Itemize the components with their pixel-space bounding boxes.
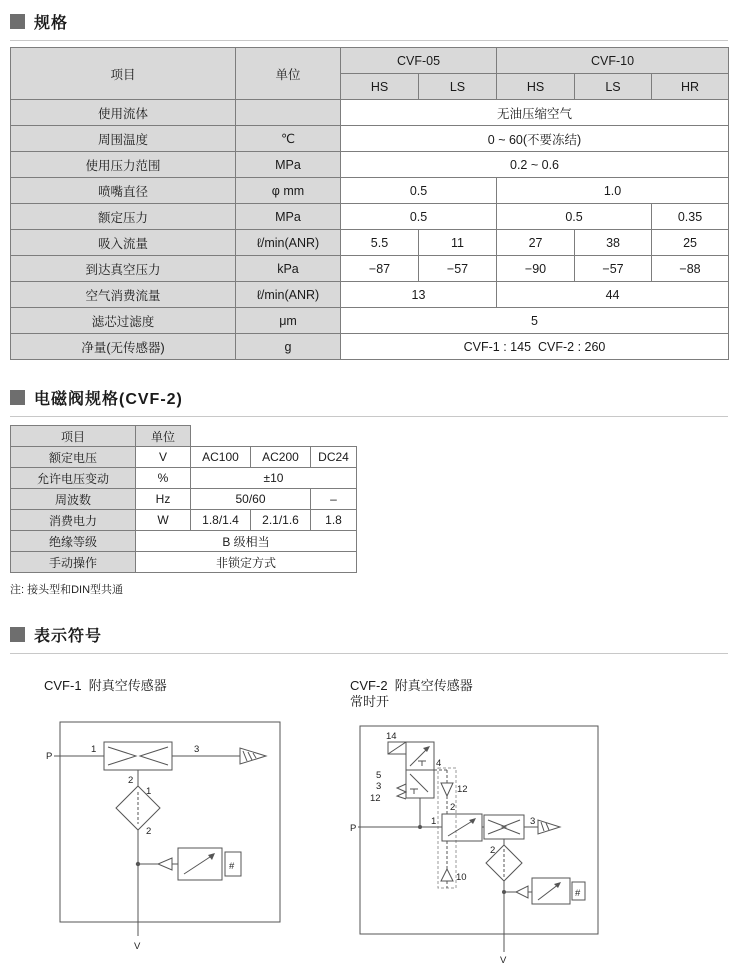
row-label: 使用压力范围: [11, 152, 236, 178]
cvf1-diagram-title: CVF-1 附真空传感器: [44, 678, 167, 693]
solenoid-note: 注: 接头型和DIN型共通: [10, 584, 124, 596]
solenoid-header-row: [11, 426, 357, 447]
port-label-3b: 3: [530, 816, 536, 827]
table-row: [11, 126, 729, 152]
port-label-5: 5: [376, 770, 382, 781]
port-label-v: V: [134, 941, 141, 952]
table-row: [11, 100, 729, 126]
col-header-cvf05: CVF-05: [341, 48, 497, 74]
check-valve-icon: [516, 886, 528, 898]
row-label: 允许电压变动: [11, 468, 136, 489]
row-unit: [236, 100, 341, 126]
col-header-cvf10-ls: LS: [575, 74, 652, 100]
check-valve-label-10: 10: [456, 872, 467, 883]
symbol-diagrams: [10, 678, 728, 964]
spec-heading: [10, 8, 728, 41]
row-value: 0.2 ~ 0.6: [341, 152, 729, 178]
row-unit: g: [236, 334, 341, 360]
row-value-dc: –: [311, 489, 357, 510]
spec-table: [10, 47, 729, 360]
spec-header-row-1: [11, 48, 729, 74]
row-value: B 级相当: [136, 531, 357, 552]
solenoid-heading: [10, 384, 728, 417]
row-value: 25: [652, 230, 729, 256]
row-value: −57: [419, 256, 497, 282]
row-unit: ℃: [236, 126, 341, 152]
ejector-symbol: [484, 815, 524, 839]
check-valve-icon: [158, 858, 172, 870]
table-row: [11, 334, 729, 360]
table-row: [11, 230, 729, 256]
row-value: ±10: [191, 468, 357, 489]
row-value: −90: [497, 256, 575, 282]
row-label: 喷嘴直径: [11, 178, 236, 204]
row-label: 绝缘等级: [11, 531, 136, 552]
row-value: 0 ~ 60(不要冻结): [341, 126, 729, 152]
row-unit: ℓ/min(ANR): [236, 282, 341, 308]
row-unit: W: [136, 510, 191, 531]
filter-port-label-2: 2: [146, 826, 152, 837]
port-label-3: 3: [194, 744, 200, 755]
row-label: 滤芯过滤度: [11, 308, 236, 334]
row-label: 吸入流量: [11, 230, 236, 256]
symbols-heading: [10, 621, 728, 654]
table-row: [11, 282, 729, 308]
table-row: [11, 178, 729, 204]
pilot-line: [434, 768, 456, 888]
row-value-cvf10: 1.0: [497, 178, 729, 204]
row-value: AC100: [191, 447, 251, 468]
row-label: 手动操作: [11, 552, 136, 573]
port-label-14: 14: [386, 731, 397, 742]
sensor-contact-label: #: [229, 861, 235, 872]
row-label: 周波数: [11, 489, 136, 510]
port-label-p: P: [350, 823, 357, 834]
cvf2-diagram: [350, 678, 640, 964]
section-spec: [10, 8, 728, 360]
col-header-cvf05-hs: HS: [341, 74, 419, 100]
row-value: 1.8: [311, 510, 357, 531]
row-label: 消费电力: [11, 510, 136, 531]
row-value-cvf10-hr: 0.35: [652, 204, 729, 230]
section-solenoid-spec: [10, 384, 728, 597]
row-unit: φ mm: [236, 178, 341, 204]
port-label-4: 4: [436, 758, 442, 769]
filter-port-label-1: 1: [146, 786, 152, 797]
row-unit: MPa: [236, 152, 341, 178]
row-value-cvf10: 44: [497, 282, 729, 308]
row-value: DC24: [311, 447, 357, 468]
spring-icon: [397, 784, 406, 799]
row-label: 使用流体: [11, 100, 236, 126]
table-row: [11, 489, 357, 510]
filter-symbol: [116, 786, 160, 830]
col-header-cvf10-hr: HR: [652, 74, 729, 100]
section-symbols: [10, 621, 728, 964]
table-row: [11, 256, 729, 282]
row-unit: Hz: [136, 489, 191, 510]
col-header-cvf05-ls: LS: [419, 74, 497, 100]
row-unit: ℓ/min(ANR): [236, 230, 341, 256]
row-value: 非锁定方式: [136, 552, 357, 573]
row-label: 额定压力: [11, 204, 236, 230]
table-row: [11, 204, 729, 230]
col-header-unit: 单位: [236, 48, 341, 100]
row-value-cvf10-hs-ls: 0.5: [497, 204, 652, 230]
row-value: 无油压缩空气: [341, 100, 729, 126]
cvf1-diagram: [44, 678, 294, 964]
silencer-icon: [538, 820, 560, 834]
filter-port-label-2: 2: [490, 845, 496, 856]
row-value: 27: [497, 230, 575, 256]
port-label-p: P: [46, 751, 53, 762]
row-value: 1.8/1.4: [191, 510, 251, 531]
table-row: [11, 468, 357, 489]
cvf2-diagram-subtitle: 常时开: [350, 694, 390, 709]
row-value: 2.1/1.6: [251, 510, 311, 531]
section-bullet-icon: [10, 627, 25, 642]
spec-section-title: 规格: [34, 15, 69, 32]
sensor-contact-label: #: [575, 888, 581, 899]
row-value: −57: [575, 256, 652, 282]
silencer-icon: [240, 748, 266, 764]
solenoid-valve-symbol: [388, 742, 434, 799]
port-label-1: 1: [431, 816, 437, 827]
symbols-section-title: 表示符号: [34, 628, 103, 645]
row-value-cvf05: 0.5: [341, 178, 497, 204]
table-row: [11, 308, 729, 334]
table-row: [11, 152, 729, 178]
table-row: [11, 510, 357, 531]
port-label-2: 2: [450, 802, 456, 813]
row-unit: kPa: [236, 256, 341, 282]
check-valve-down-icon: [441, 783, 453, 796]
row-unit: MPa: [236, 204, 341, 230]
row-value: CVF-1 : 145 CVF-2 : 260: [341, 334, 729, 360]
port-label-2: 2: [128, 775, 134, 786]
col-header-cvf10: CVF-10: [497, 48, 729, 74]
row-value-cvf05: 13: [341, 282, 497, 308]
row-value: 5.5: [341, 230, 419, 256]
table-row: [11, 552, 357, 573]
port-label-v: V: [500, 955, 507, 964]
row-unit: μm: [236, 308, 341, 334]
col-header-item: 项目: [11, 48, 236, 100]
section-bullet-icon: [10, 390, 25, 405]
cvf2-circuit-svg: [350, 712, 640, 964]
col-header-item: 项目: [11, 426, 136, 447]
port-label-3: 3: [376, 781, 382, 792]
table-row: [11, 447, 357, 468]
row-label: 净量(无传感器): [11, 334, 236, 360]
cvf1-circuit-svg: [44, 712, 294, 954]
row-value-ac: 50/60: [191, 489, 311, 510]
row-label: 周围温度: [11, 126, 236, 152]
section-bullet-icon: [10, 14, 25, 29]
solenoid-section-title: 电磁阀规格(CVF-2): [34, 391, 183, 408]
row-unit: %: [136, 468, 191, 489]
row-label: 到达真空压力: [11, 256, 236, 282]
header-spacer: [191, 426, 357, 447]
check-valve-up-icon: [441, 869, 453, 881]
check-valve-label-12: 12: [457, 784, 468, 795]
row-value: 38: [575, 230, 652, 256]
row-value: AC200: [251, 447, 311, 468]
row-label: 额定电压: [11, 447, 136, 468]
col-header-cvf10-hs: HS: [497, 74, 575, 100]
port-label-1: 1: [91, 744, 97, 755]
row-value: −87: [341, 256, 419, 282]
row-unit: V: [136, 447, 191, 468]
row-value: 5: [341, 308, 729, 334]
row-value: 11: [419, 230, 497, 256]
ejector-symbol: [104, 742, 172, 770]
row-label: 空气消费流量: [11, 282, 236, 308]
port-label-12: 12: [370, 793, 381, 804]
solenoid-table: [10, 425, 357, 573]
cvf2-diagram-title: CVF-2 附真空传感器: [350, 678, 473, 693]
col-header-unit: 单位: [136, 426, 191, 447]
main-valve-symbol: [442, 814, 482, 841]
row-value-cvf05: 0.5: [341, 204, 497, 230]
table-row: [11, 531, 357, 552]
row-value: −88: [652, 256, 729, 282]
